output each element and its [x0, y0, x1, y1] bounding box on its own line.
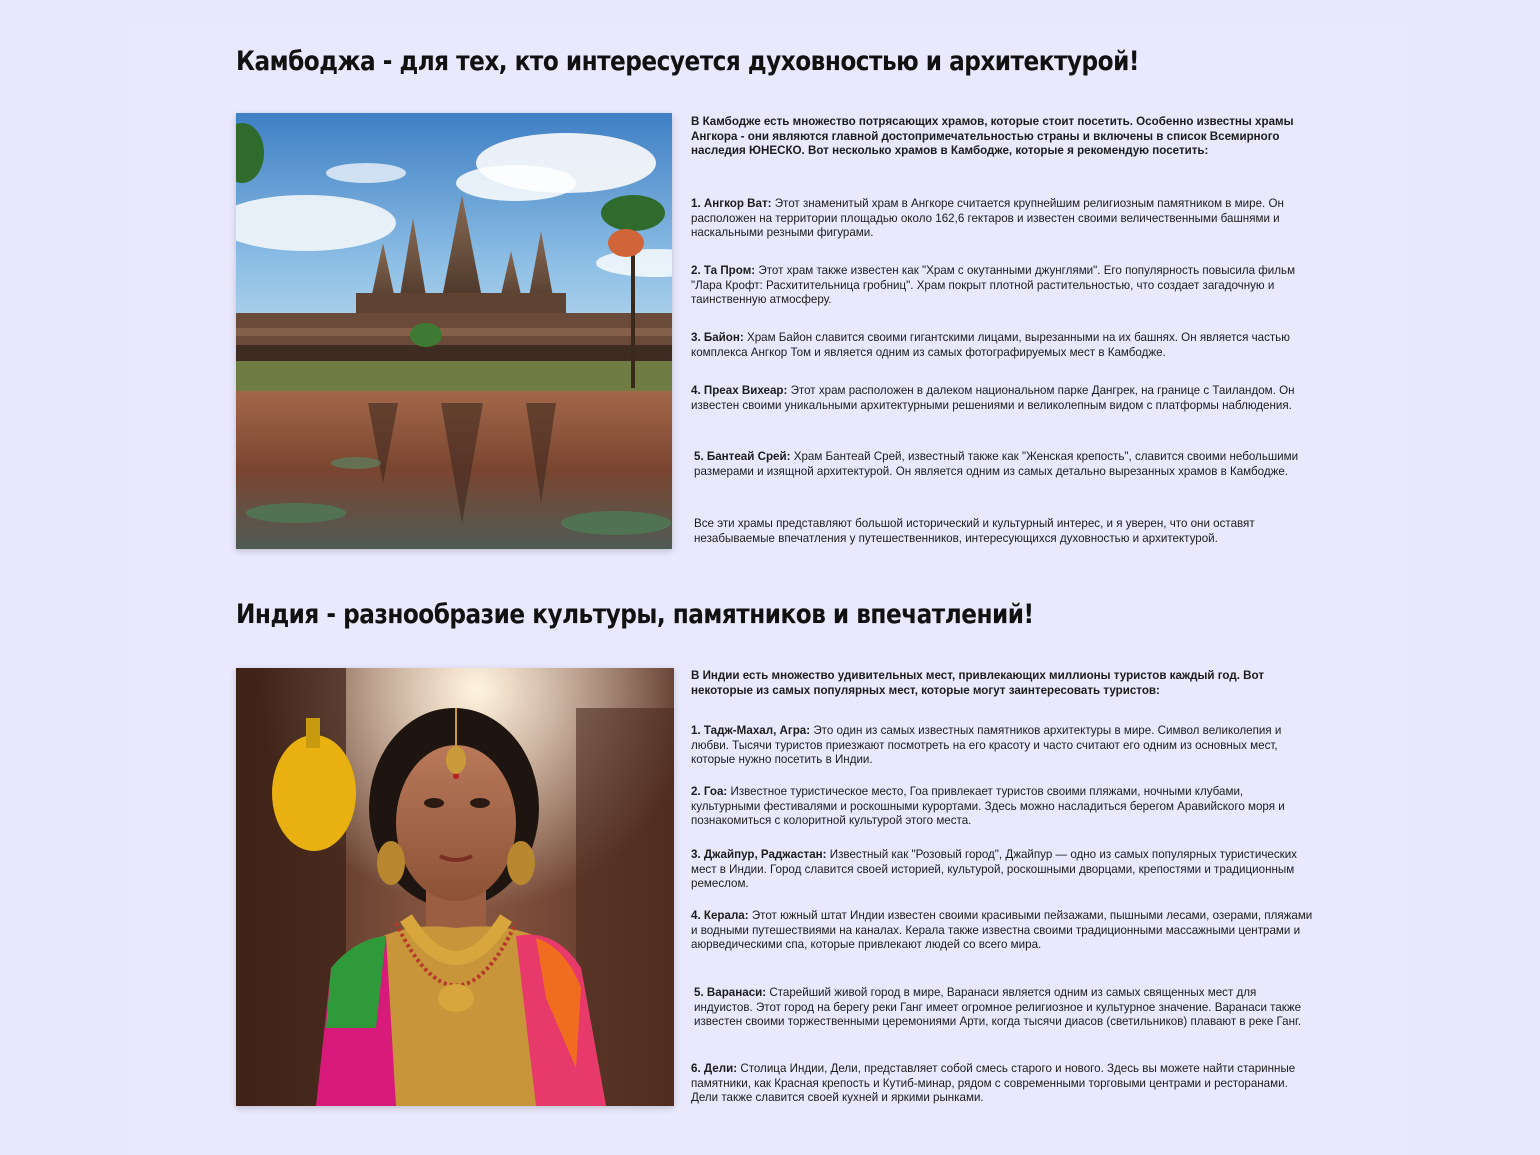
list-item-text: Храм Бантеай Срей, известный также как "Женская крепость", славится своими небольшими размерами и изящной архитектурой. Он является одним из самых детально вырезанных храмов в Камбодже. — [694, 450, 1299, 478]
list-item-text: Этот храм расположен в далеком национальном парке Дангрек, на границе с Таиландом. Он известен своими уникальными архитектурными решениями и великолепным видом с платформы наблюдения. — [691, 384, 1295, 412]
list-item — [691, 848, 1313, 892]
list-item — [691, 986, 1316, 1030]
list-item — [691, 785, 1313, 829]
list-item-text: Известный как "Розовый город", Джайпур — одно из самых популярных туристических мест в Индии. Город славится своей историей, культурой, роскошными дворцами, крепостями и традиционным ремеслом. — [691, 848, 1297, 890]
list-item-name: 3. Байон: — [691, 331, 744, 344]
list-item-text: Столица Индии, Дели, представляет собой смесь старого и нового. Здесь вы можете найти старинные памятники, как Красная крепость и Кутиб-минар, рядом с современными торговыми центрами и ресторанами. Дели также славится своей кухней и яркими рынками. — [691, 1062, 1296, 1104]
list-item — [691, 264, 1313, 308]
list-item-name: 5. Варанаси: — [694, 986, 767, 999]
list-item-text: Храм Байон славится своими гигантскими лицами, вырезанными на их башнях. Он является частью комплекса Ангкор Том и является одним из самых фотографируемых мест в Камбодже. — [691, 331, 1290, 359]
list-item-text: Этот знаменитый храм в Ангкоре считается крупнейшим религиозным памятником в мире. Он расположен на территории площадью около 162,6 гектаров и известен своими величественными башнями и наскальными резными фигурами. — [691, 197, 1284, 239]
list-item-text: Известное туристическое место, Гоа привлекает туристов своими пляжами, ночными клубами, культурными фестивалями и роскошными курортами. Здесь можно насладиться берегом Аравийского моря и познакомиться с колоритной культурой этого места. — [691, 785, 1285, 827]
indian-woman-photo — [236, 668, 674, 1106]
list-item-name: 1. Ангкор Ват: — [691, 197, 772, 210]
cambodia-title: Камбоджа - для тех, кто интересуется духовностью и архитектурой! — [236, 46, 1139, 77]
list-item-name: 6. Дели: — [691, 1062, 738, 1075]
cambodia-outro: Все эти храмы представляют большой исторический и культурный интерес, и я уверен, что они оставят незабываемые впечатления у путешественников, интересующихся духовностью и архитектурой. — [694, 517, 1255, 545]
list-item — [691, 197, 1313, 241]
list-item-text: Этот храм также известен как "Храм с окутанными джунглями". Его популярность повысила фильм "Лара Крофт: Расхитительница гробниц". Храм покрыт плотной растительностью, что создает загадочную и таинственную атмосферу. — [691, 264, 1296, 306]
list-item — [691, 909, 1313, 953]
india-intro: В Индии есть множество удивительных мест, привлекающих миллионы туристов каждый год. Вот некоторые из самых популярных мест, которые могут заинтересовать туристов: — [691, 669, 1265, 697]
list-item-name: 2. Гоа: — [691, 785, 728, 798]
list-item-name: 4. Преах Вихеар: — [691, 384, 788, 397]
list-item-name: 1. Тадж-Махал, Агра: — [691, 724, 811, 737]
list-item-name: 5. Бантеай Срей: — [694, 450, 791, 463]
list-item-name: 2. Та Пром: — [691, 264, 756, 277]
india-title: Индия - разнообразие культуры, памятников и впечатлений! — [236, 599, 1034, 630]
cambodia-intro: В Камбодже есть множество потрясающих храмов, которые стоит посетить. Особенно известны храмы Ангкора - они являются главной достопримечательностью страны и включены в список Всемирного наследия ЮНЕСКО. Вот несколько храмов в Камбодже, которые я рекомендую посетить: — [691, 115, 1294, 157]
list-item-text: Это один из самых известных памятников архитектуры в мире. Символ великолепия и любви. Тысячи туристов приезжают посмотреть на его красоту и часто считают его одним из основных мест, которые нужно посетить в Индии. — [691, 724, 1282, 766]
list-item — [691, 331, 1313, 360]
list-item — [691, 1062, 1313, 1106]
list-item — [691, 724, 1313, 768]
list-item-text: Старейший живой город в мире, Варанаси является одним из самых священных мест для индуистов. Этот город на берегу реки Ганг имеет огромное религиозное и культурное значение. Варанаси также известен своими торжественными церемониями Арти, когда тысячи диасов (светильников) плавают в реке Ганг. — [694, 986, 1302, 1028]
angkor-wat-photo — [236, 113, 672, 549]
list-item — [691, 384, 1296, 413]
list-item-name: 3. Джайпур, Раджастан: — [691, 848, 827, 861]
list-item-text: Этот южный штат Индии известен своими красивыми пейзажами, пышными лесами, озерами, пляжами и водными путешествиями на каналах. Керала также известна своими традиционными массажными центрами и аюрведическими спа, которые привлекают людей со всего мира. — [691, 909, 1313, 951]
list-item — [691, 450, 1316, 479]
list-item-name: 4. Керала: — [691, 909, 749, 922]
